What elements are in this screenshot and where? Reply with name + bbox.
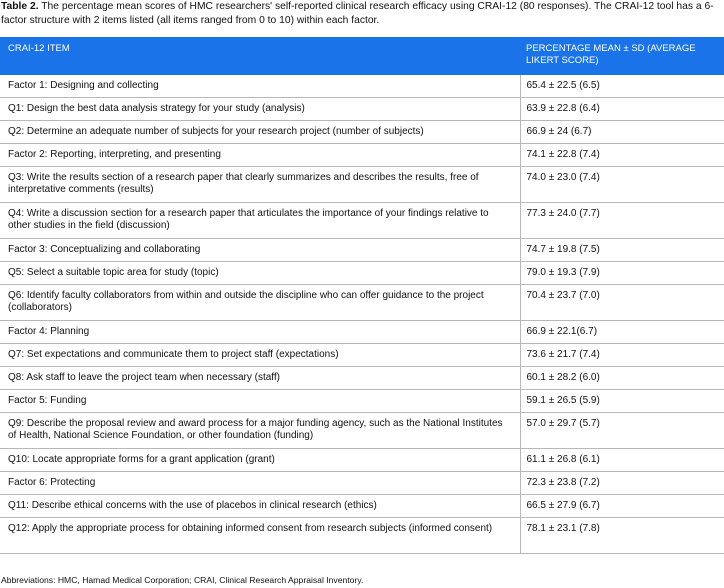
- crai-table: [0, 37, 724, 554]
- cell-value: 59.1 ± 26.5 (5.9): [520, 390, 724, 413]
- table-row: [0, 203, 724, 239]
- table-row: [0, 144, 724, 167]
- cell-value: 74.7 ± 19.8 (7.5): [520, 239, 724, 262]
- cell-item: Q6: Identify faculty collaborators from within and outside the discipline who can offer guidance to the project (collaborators): [0, 285, 520, 321]
- cell-value: 66.5 ± 27.9 (6.7): [520, 495, 724, 518]
- cell-value: 70.4 ± 23.7 (7.0): [520, 285, 724, 321]
- cell-item: Q3: Write the results section of a research paper that clearly summarizes and describes the results, free of interpretative comments (results): [0, 167, 520, 203]
- cell-item: Q4: Write a discussion section for a research paper that articulates the importance of your findings relative to other studies in the field (discussion): [0, 203, 520, 239]
- cell-item: Factor 5: Funding: [0, 390, 520, 413]
- cell-value: 60.1 ± 28.2 (6.0): [520, 367, 724, 390]
- cell-item: Q1: Design the best data analysis strategy for your study (analysis): [0, 98, 520, 121]
- cell-item: Factor 3: Conceptualizing and collaborating: [0, 239, 520, 262]
- cell-value: 63.9 ± 22.8 (6.4): [520, 98, 724, 121]
- table-row: [0, 285, 724, 321]
- table-row: [0, 413, 724, 449]
- table-row: [0, 75, 724, 98]
- cell-item: Q5: Select a suitable topic area for study (topic): [0, 262, 520, 285]
- header-percentage: PERCENTAGE MEAN ± SD (AVERAGE LIKERT SCORE): [520, 37, 724, 75]
- table-caption: [1, 0, 723, 28]
- cell-value: 77.3 ± 24.0 (7.7): [520, 203, 724, 239]
- table-row: [0, 472, 724, 495]
- cell-value: 74.0 ± 23.0 (7.4): [520, 167, 724, 203]
- table-row: [0, 321, 724, 344]
- table-body: [0, 75, 724, 554]
- cell-value: 79.0 ± 19.3 (7.9): [520, 262, 724, 285]
- table-row: [0, 449, 724, 472]
- caption-label: Table 2.: [1, 1, 39, 12]
- table-row: [0, 239, 724, 262]
- table-row: [0, 367, 724, 390]
- cell-item: Factor 2: Reporting, interpreting, and presenting: [0, 144, 520, 167]
- cell-value: 74.1 ± 22.8 (7.4): [520, 144, 724, 167]
- cell-item: Q8: Ask staff to leave the project team when necessary (staff): [0, 367, 520, 390]
- table-row: [0, 495, 724, 518]
- footnote: Abbreviations: HMC, Hamad Medical Corporation; CRAI, Clinical Research Appraisal Inventory.: [1, 575, 364, 585]
- cell-item: Q11: Describe ethical concerns with the use of placebos in clinical research (ethics): [0, 495, 520, 518]
- cell-value: 72.3 ± 23.8 (7.2): [520, 472, 724, 495]
- cell-item: Factor 6: Protecting: [0, 472, 520, 495]
- cell-value: 66.9 ± 22.1(6.7): [520, 321, 724, 344]
- cell-item: Q7: Set expectations and communicate them to project staff (expectations): [0, 344, 520, 367]
- cell-value: 57.0 ± 29.7 (5.7): [520, 413, 724, 449]
- table-row: [0, 98, 724, 121]
- header-item: CRAI-12 ITEM: [0, 37, 520, 75]
- cell-value: 66.9 ± 24 (6.7): [520, 121, 724, 144]
- cell-value: 61.1 ± 26.8 (6.1): [520, 449, 724, 472]
- cell-value: 65.4 ± 22.5 (6.5): [520, 75, 724, 98]
- cell-item: Q12: Apply the appropriate process for obtaining informed consent from research subjects (informed consent): [0, 518, 520, 554]
- cell-item: Factor 4: Planning: [0, 321, 520, 344]
- cell-item: Q10: Locate appropriate forms for a grant application (grant): [0, 449, 520, 472]
- table-row: [0, 390, 724, 413]
- table-row: [0, 518, 724, 554]
- table-row: [0, 344, 724, 367]
- table-header-row: [0, 37, 724, 75]
- table-row: [0, 167, 724, 203]
- caption-text: The percentage mean scores of HMC researchers' self-reported clinical research efficacy using CRAI-12 (80 responses). The CRAI-12 tool has a 6-factor structure with 2 items listed (all items ranged from 0 to 10) within each factor.: [1, 1, 714, 26]
- cell-item: Q9: Describe the proposal review and award process for a major funding agency, such as the National Institutes of Health, National Science Foundation, or other foundation (funding): [0, 413, 520, 449]
- cell-item: Factor 1: Designing and collecting: [0, 75, 520, 98]
- cell-value: 78.1 ± 23.1 (7.8): [520, 518, 724, 554]
- cell-item: Q2: Determine an adequate number of subjects for your research project (number of subjects): [0, 121, 520, 144]
- table-row: [0, 121, 724, 144]
- cell-value: 73.6 ± 21.7 (7.4): [520, 344, 724, 367]
- table-row: [0, 262, 724, 285]
